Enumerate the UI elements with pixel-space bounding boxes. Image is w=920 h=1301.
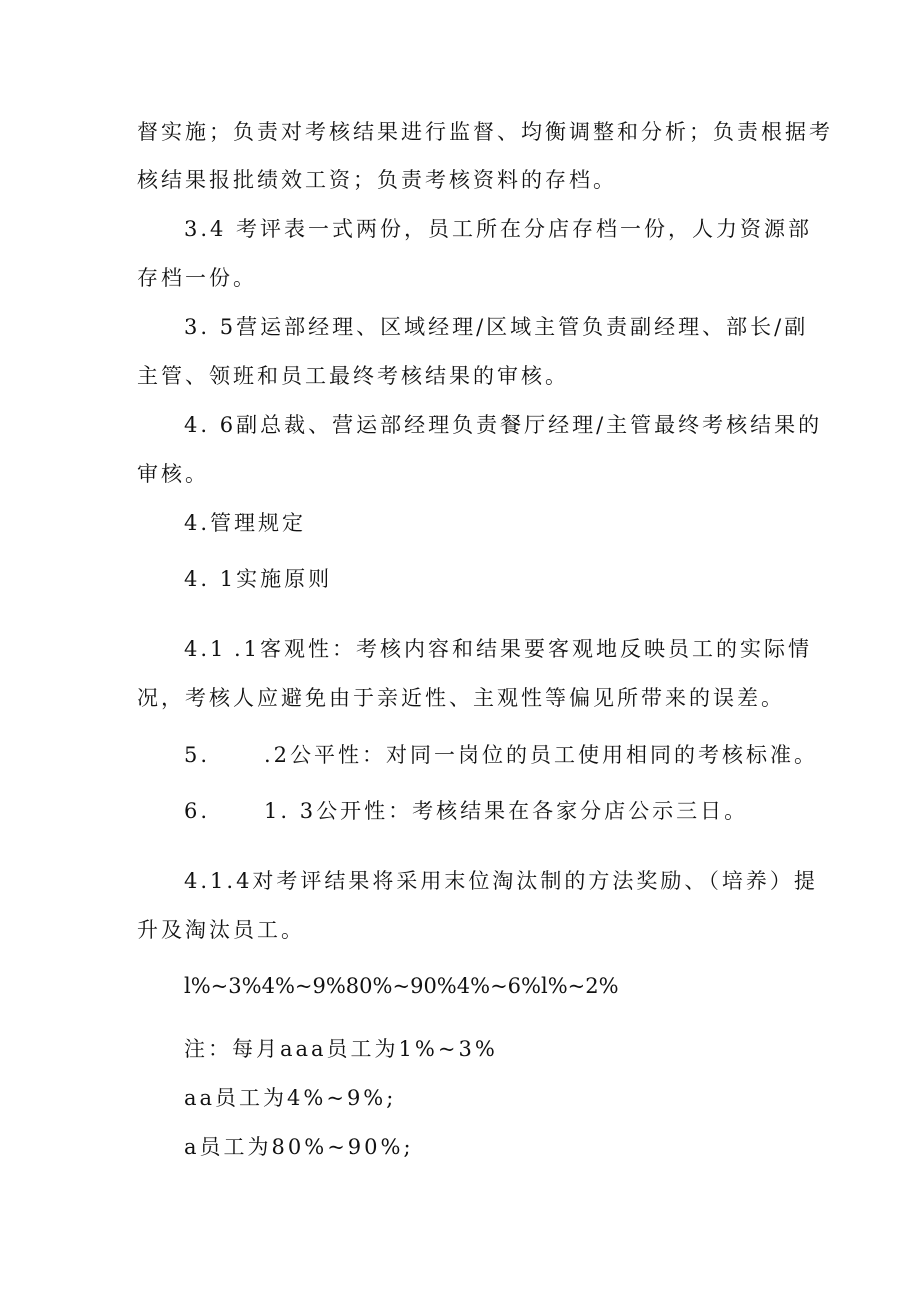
text-line-1: 督实施；负责对考核结果进行监督、均衡调整和分析；负责根据考	[137, 120, 833, 144]
section-heading-4: 4.管理规定	[184, 511, 307, 535]
text-line-14: 升及淘汰员工。	[137, 918, 305, 942]
note-line-1: 注：每月aaa员工为1%~3%	[184, 1037, 498, 1061]
text-line-13: 4.1.4对考评结果将采用末位淘汰制的方法奖励、（培养）提	[184, 869, 818, 893]
text-line-2: 核结果报批绩效工资；负责考核资料的存档。	[137, 168, 617, 192]
percentage-line: l%~3%4%~9%80%~90%4%~6%l%~2%	[184, 974, 619, 998]
text-line-7: 4. 6副总裁、营运部经理负责餐厅经理/主管最终考核结果的	[184, 413, 823, 437]
section-number-3-4: 3.4	[184, 217, 227, 241]
text-line-10: 况，考核人应避免由于亲近性、主观性等偏见所带来的误差。	[137, 686, 785, 710]
text-line-3: 考评表一式两份，员工所在分店存档一份，人力资源部	[236, 217, 812, 241]
list-number-5: 5.	[184, 743, 211, 767]
section-number-4-1: 4.1	[184, 637, 227, 661]
text-line-11: .2公平性：对同一岗位的员工使用相同的考核标准。	[264, 743, 819, 767]
note-line-2: aa员工为4%~9%;	[184, 1086, 397, 1110]
text-line-5: 3. 5营运部经理、区域经理/区域主管负责副经理、部长/副	[184, 315, 809, 339]
text-line-6: 主管、领班和员工最终考核结果的审核。	[137, 364, 569, 388]
note-line-3: a员工为80%~90%;	[184, 1135, 414, 1159]
text-line-12: 1. 3公开性：考核结果在各家分店公示三日。	[264, 799, 749, 823]
list-number-6: 6.	[184, 799, 211, 823]
text-line-8: 审核。	[137, 462, 209, 486]
section-heading-4-1: 4. 1实施原则	[184, 567, 333, 591]
text-line-9: .1客观性：考核内容和结果要客观地反映员工的实际情	[234, 637, 813, 661]
text-line-4: 存档一份。	[137, 266, 257, 290]
